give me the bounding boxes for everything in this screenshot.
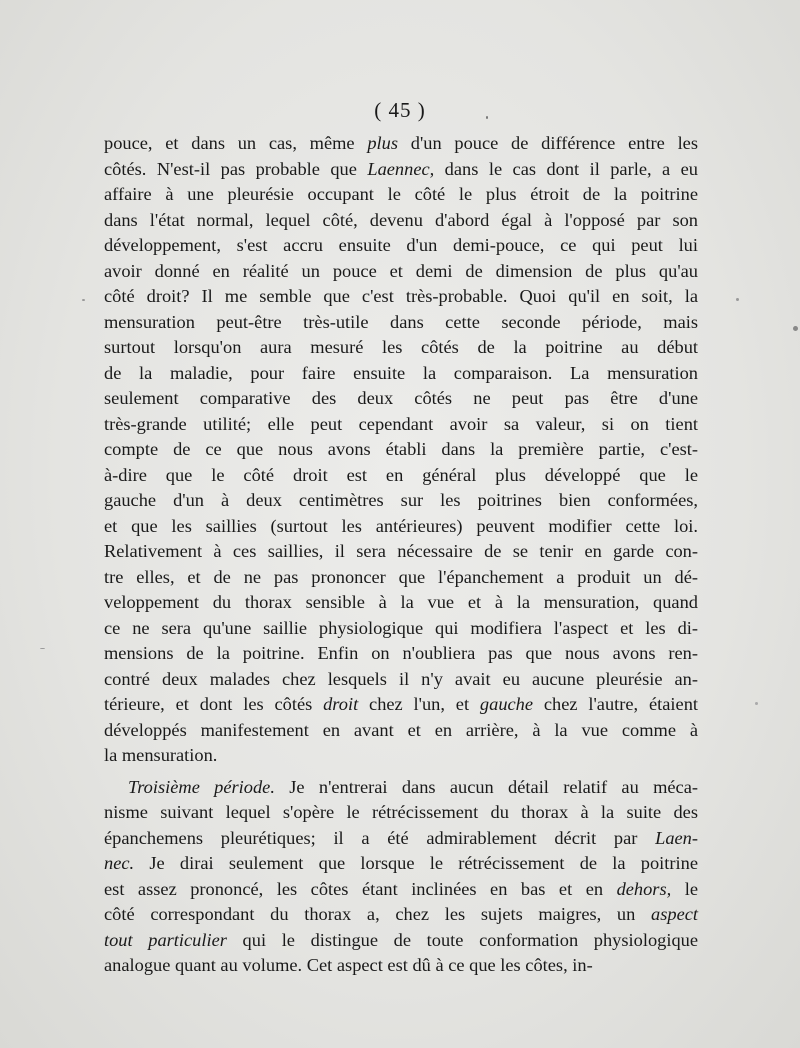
text-line	[104, 826, 698, 852]
text-run: compte de ce que nous avons établi dans la première partie, c'est-	[104, 439, 698, 459]
text-line	[104, 386, 698, 412]
text-run: très-grande utilité; elle peut cependant avoir sa valeur, si on tient	[104, 413, 698, 434]
text-line	[104, 182, 698, 208]
text-line	[104, 641, 698, 667]
text-run: térieure, et dont les côtés	[104, 694, 324, 714]
text-run: épanchemens pleurétiques; il a été admirablement décrit par	[104, 827, 656, 848]
scan-speck	[793, 326, 798, 331]
text-line	[104, 233, 698, 259]
text-line	[104, 590, 698, 616]
text-line	[104, 718, 698, 744]
text-run: développés manifestement en avant et en arrière, à la vue comme à	[104, 719, 698, 740]
text-line	[104, 361, 698, 387]
text-line	[104, 800, 698, 826]
text-line	[104, 310, 698, 336]
text-run: affaire à une pleurésie occupant le côté le plus étroit de la poitrine	[104, 184, 698, 204]
text-run: ce ne sera qu'une saillie physiologique qui modifiera l'aspect et les di-	[104, 617, 698, 638]
text-line	[104, 208, 698, 234]
italic-run: Laen-	[655, 827, 698, 848]
text-run: Je n'entrerai dans aucun détail relatif au méca-	[274, 776, 698, 797]
scan-speck	[755, 702, 758, 705]
text-line	[104, 463, 698, 489]
text-line	[104, 616, 698, 642]
text-run: tre elles, et de ne pas prononcer que l'épanchement a produit un dé-	[104, 566, 698, 587]
text-run: Je dirai seulement que lorsque le rétrécissement de la poitrine	[134, 853, 698, 873]
text-run: est assez prononcé, les côtes étant inclinées en bas et en	[104, 878, 617, 899]
italic-run: Troisième période.	[128, 776, 275, 797]
scan-speck	[40, 648, 45, 649]
text-run: de la maladie, pour faire ensuite la comparaison. La mensuration	[104, 362, 698, 383]
text-run: mensuration peut-être très-utile dans cette seconde période, mais	[104, 311, 698, 332]
text-run: surtout lorsqu'on aura mesuré les côtés de la poitrine au début	[104, 337, 698, 357]
paragraph-2	[104, 775, 698, 979]
text-line	[104, 877, 698, 903]
text-line	[104, 851, 698, 877]
text-line	[104, 775, 698, 801]
text-run: le	[671, 878, 699, 899]
text-run: Relativement à ces saillies, il sera nécessaire de se tenir en garde con-	[104, 541, 698, 561]
text-run: d'un pouce de différence entre les	[398, 133, 698, 153]
text-run: chez l'autre, étaient	[533, 694, 699, 714]
italic-run: droit	[323, 694, 359, 714]
italic-run: aspect	[651, 904, 698, 924]
text-run: à-dire que le côté droit est en général plus développé que le	[104, 464, 698, 485]
text-run: seulement comparative des deux côtés ne peut pas être d'une	[104, 388, 698, 408]
text-run: contré deux malades chez lesquels il n'y avait eu aucune pleurésie an-	[104, 668, 698, 689]
italic-run: dehors,	[616, 878, 672, 899]
text-line	[104, 667, 698, 693]
text-line	[104, 157, 698, 183]
text-run: côtés. N'est-il pas probable que	[104, 158, 368, 179]
text-run: dans l'état normal, lequel côté, devenu d'abord égal à l'opposé par son	[104, 209, 698, 230]
italic-run: nec.	[104, 853, 135, 873]
text-line	[104, 259, 698, 285]
italic-run: gauche	[479, 694, 534, 714]
text-run: la mensuration.	[104, 745, 218, 765]
text-run: gauche d'un à deux centimètres sur les poitrines bien conformées,	[104, 490, 698, 510]
text-run: analogue quant au volume. Cet aspect est dû à ce que les côtes, in-	[104, 955, 593, 975]
text-line	[104, 692, 698, 718]
text-run: dans le cas dont il parle, a eu	[434, 158, 698, 179]
text-run: avoir donné en réalité un pouce et demi de dimension de plus qu'au	[104, 260, 698, 281]
italic-run: plus	[367, 133, 399, 153]
text-line	[104, 514, 698, 540]
page-number: ( 45 )	[374, 98, 426, 122]
italic-run: tout particulier	[104, 929, 227, 950]
text-run: veloppement du thorax sensible à la vue et à la mensuration, quand	[104, 592, 698, 612]
text-line	[104, 539, 698, 565]
text-run: pouce, et dans un cas, même	[104, 133, 368, 153]
text-run: et que les saillies (surtout les antérieures) peuvent modifier cette loi.	[104, 515, 698, 536]
scan-speck	[82, 299, 85, 301]
text-run: qui le distingue de toute conformation physiologique	[226, 929, 698, 950]
text-run: mensions de la poitrine. Enfin on n'oubliera pas que nous avons ren-	[104, 643, 698, 663]
text-line	[104, 565, 698, 591]
text-run: développement, s'est accru ensuite d'un demi-pouce, ce qui peut lui	[104, 235, 698, 255]
text-line	[104, 131, 698, 157]
text-line	[104, 284, 698, 310]
italic-run: Laennec,	[367, 158, 435, 179]
scan-speck	[486, 116, 488, 119]
paragraph-1	[104, 131, 698, 769]
text-line	[104, 902, 698, 928]
text-run: nisme suivant lequel s'opère le rétrécissement du thorax à la suite des	[104, 802, 698, 822]
text-line	[104, 335, 698, 361]
text-line	[104, 928, 698, 954]
scan-speck	[736, 298, 739, 301]
text-line	[104, 437, 698, 463]
text-line	[104, 953, 698, 979]
text-line	[104, 412, 698, 438]
text-run: côté correspondant du thorax a, chez les sujets maigres, un	[104, 904, 652, 924]
text-run: chez l'un, et	[358, 694, 480, 714]
text-line	[104, 743, 698, 769]
body-text	[104, 131, 698, 979]
text-line	[104, 488, 698, 514]
text-run: côté droit? Il me semble que c'est très-probable. Quoi qu'il en soit, la	[104, 286, 698, 306]
